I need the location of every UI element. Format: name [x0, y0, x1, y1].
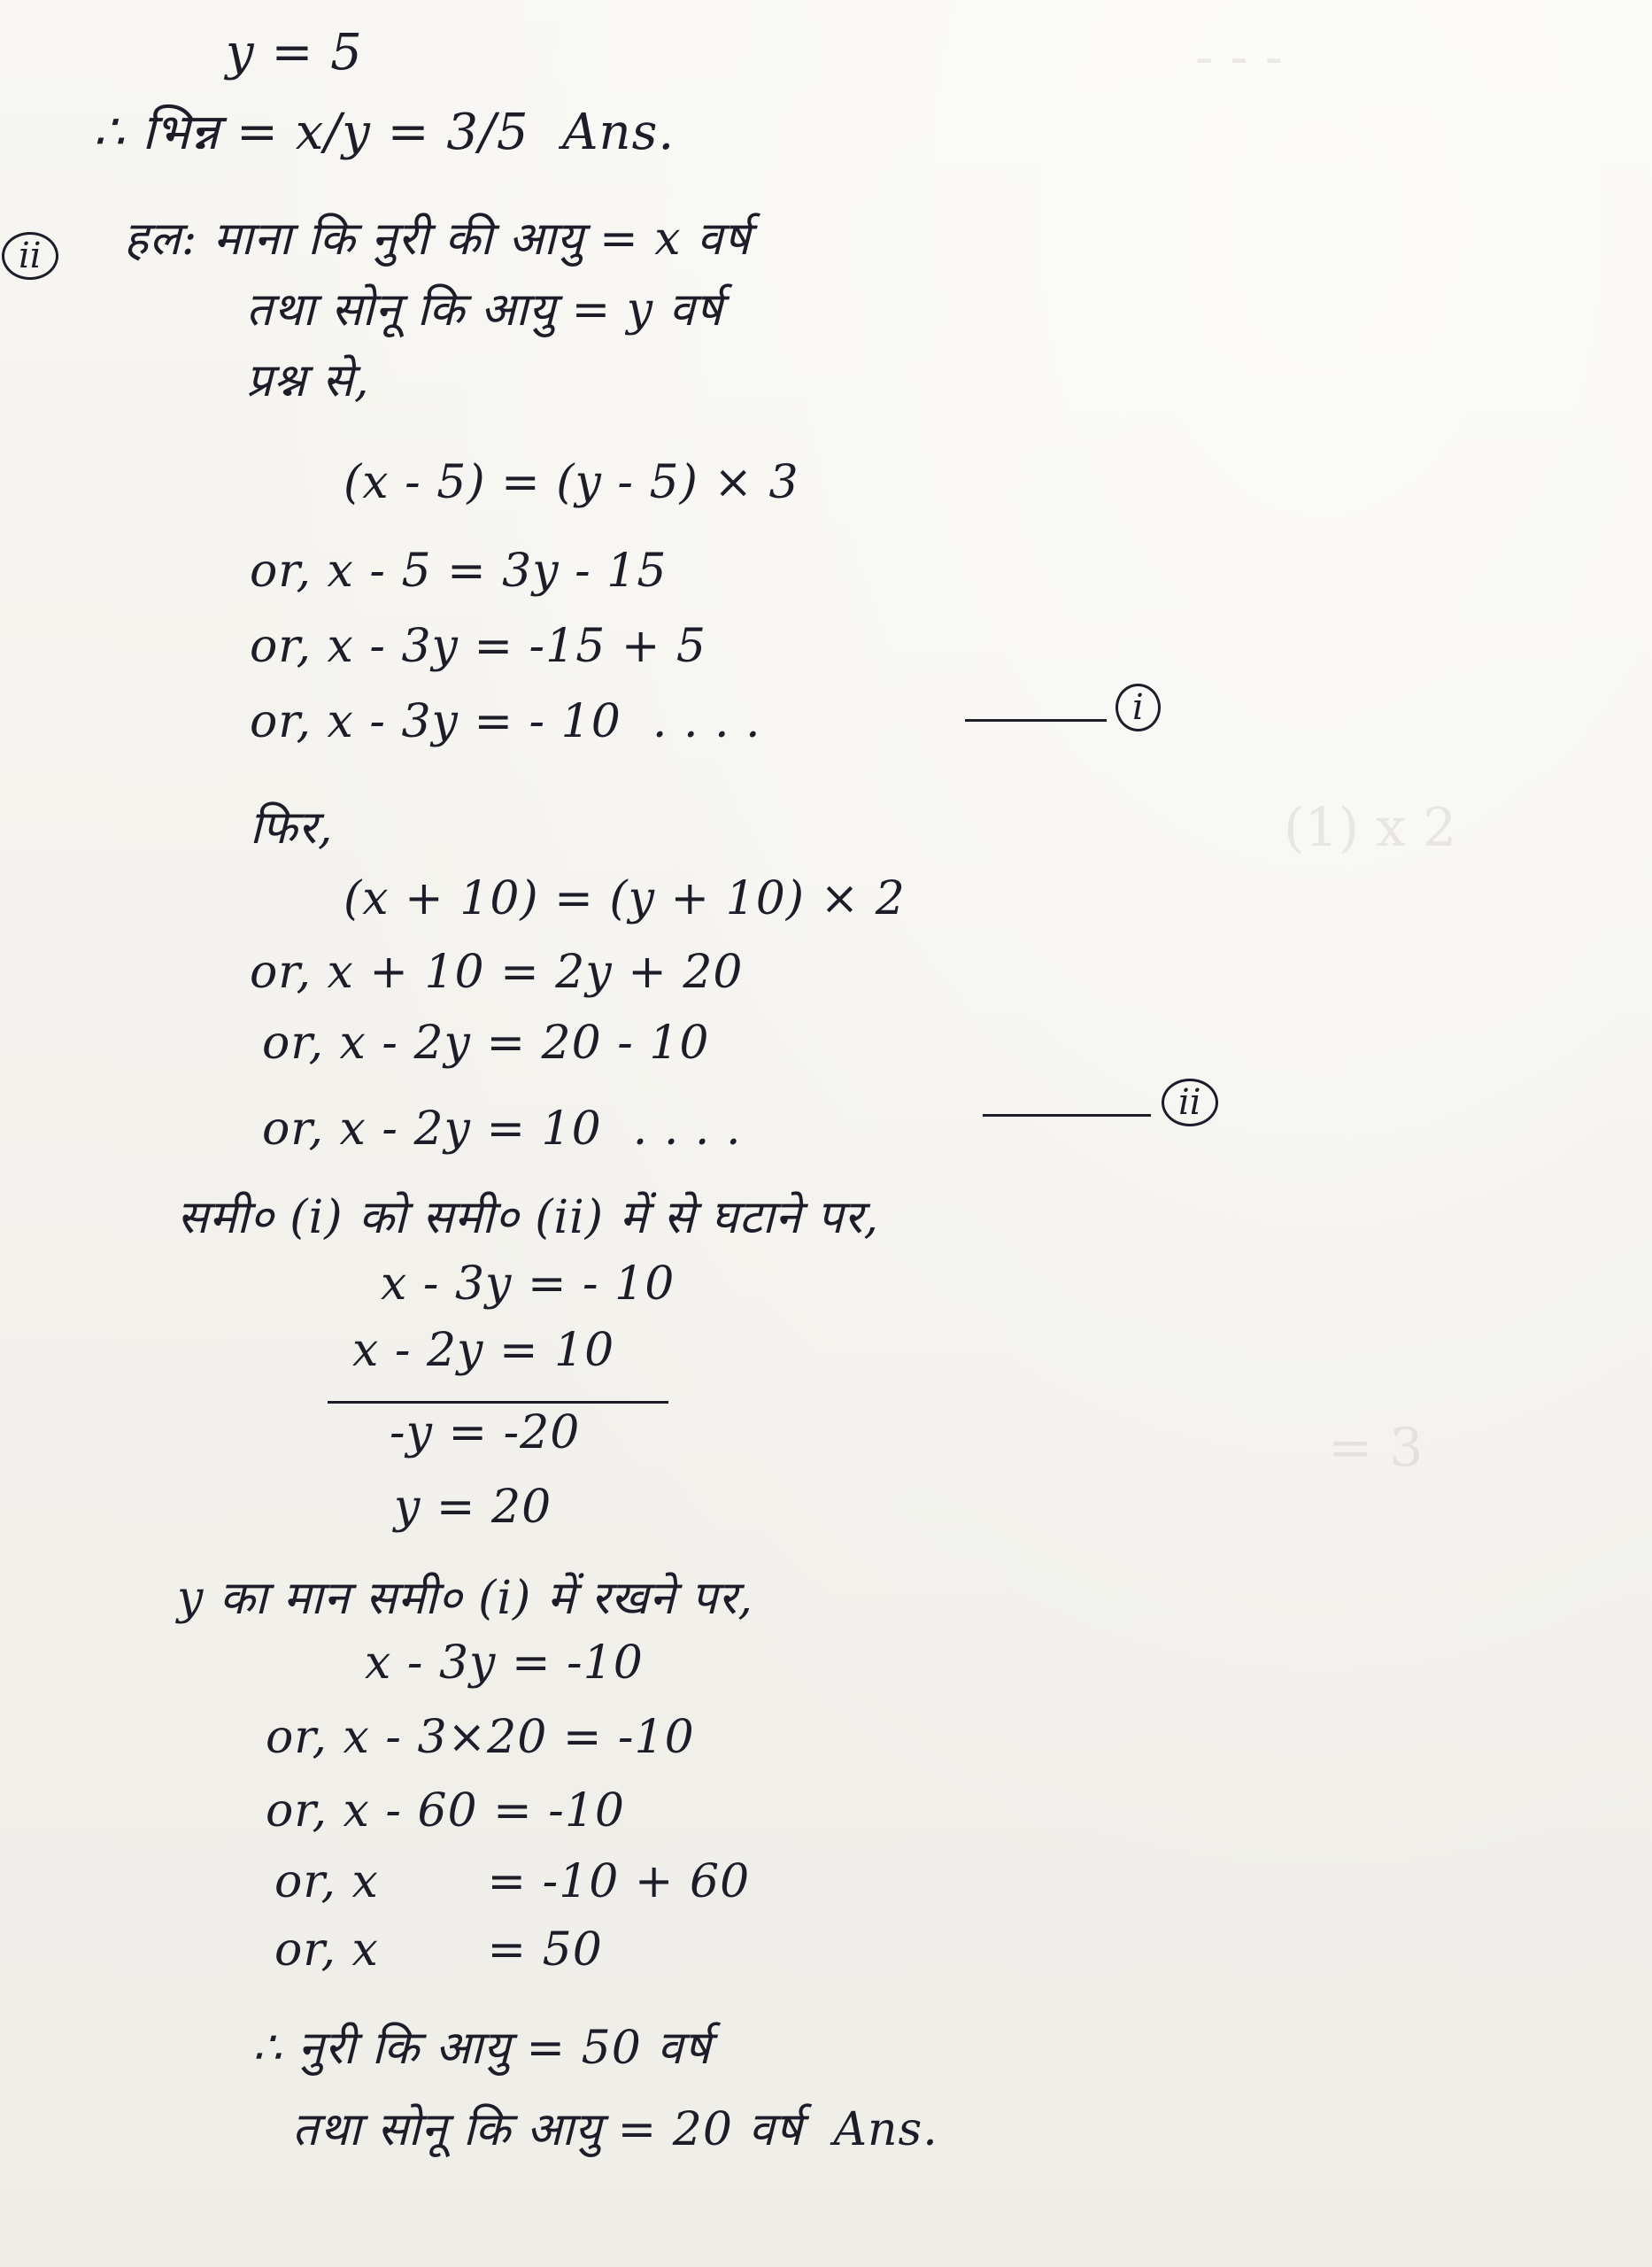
line-sub-result: -y = -20 [390, 1406, 581, 1459]
line-fraction-result: ∴ भिन्न = x/y = 3/5 Ans. [93, 104, 675, 161]
line-y-equals-5: y = 5 [226, 24, 363, 81]
line-sub-eq-d: or, x = -10 + 60 [274, 1855, 751, 1908]
line-solution-assume-x: हल: माना कि नुरी की आयु = x वर्ष [124, 213, 752, 266]
leader-line-1 [965, 719, 1107, 722]
line-eq-1c: or, x - 3y = -15 + 5 [250, 620, 707, 673]
notebook-page: - - - (1) x 2 = 3 y = 5 ∴ भिन्न = x/y = 3/5 Ans. ii हल: माना कि नुरी की आयु = x वर्ष तथा सोनू कि आयु = y वर्ष प्रश्न से, (x - 5) = (y - 5) × 3 or, x - 5 = 3y - 15 or, x - 3y = -15 + 5 or, x - 3y = - 10 . . . . i फिर, (x + 10) = (y + 10) × 2 or, x + 10 = 2y + 20 or, x - 2y = 20 - 10 or, x - 2y = 10 . . . . ii समी० (i) को समी० (ii) में से घटाने पर, x - 3y = - 10 x - 2y = 10 -y = -20 y = 20 y का मान समी० (i) में रखने पर, x - 3y = -10 or, x - 3×20 = -10 or, x - 60 = -10 or, x = -10 + 60 or, x = 50 ∴ नुरी कि आयु = 50 वर्ष तथा सोनू कि आयु = 20 वर्ष Ans. [0, 0, 1652, 2267]
line-eq-1d: or, x - 3y = - 10 . . . . [250, 695, 761, 748]
leader-line-2 [983, 1114, 1151, 1117]
line-eq-2c: or, x - 2y = 20 - 10 [262, 1017, 710, 1070]
line-sub-row-2: x - 2y = 10 [352, 1324, 615, 1377]
line-subtract-instruction: समी० (i) को समी० (ii) में से घटाने पर, [177, 1191, 880, 1244]
line-answer-nuri: ∴ नुरी कि आयु = 50 वर्ष [252, 2022, 712, 2075]
subtraction-rule [328, 1401, 668, 1404]
equation-marker-ii: ii [1162, 1079, 1218, 1126]
line-sub-eq-b: or, x - 3×20 = -10 [266, 1711, 695, 1764]
line-eq-2a: (x + 10) = (y + 10) × 2 [344, 872, 906, 925]
line-eq-1a: (x - 5) = (y - 5) × 3 [344, 456, 799, 509]
line-sub-eq-a: x - 3y = -10 [365, 1636, 644, 1690]
line-substitute-instruction: y का मान समी० (i) में रखने पर, [177, 1572, 753, 1625]
line-eq-1b: or, x - 5 = 3y - 15 [250, 545, 668, 598]
question-marker-ii: ii [2, 232, 58, 280]
line-sub-eq-c: or, x - 60 = -10 [266, 1784, 625, 1838]
line-from-question: प्रश्न से, [246, 354, 370, 407]
line-sub-row-1: x - 3y = - 10 [381, 1257, 675, 1311]
line-eq-2d: or, x - 2y = 10 . . . . [262, 1103, 742, 1156]
line-sub-eq-e: or, x = 50 [274, 1923, 603, 1977]
line-eq-2b: or, x + 10 = 2y + 20 [250, 946, 744, 999]
equation-marker-i: i [1115, 684, 1161, 731]
line-y-equals-20: y = 20 [394, 1481, 552, 1534]
line-assume-y: तथा सोनू कि आयु = y वर्ष [246, 283, 723, 337]
line-again: फिर, [250, 801, 334, 855]
line-answer-sonu: तथा सोनू कि आयु = 20 वर्ष Ans. [292, 2103, 938, 2156]
